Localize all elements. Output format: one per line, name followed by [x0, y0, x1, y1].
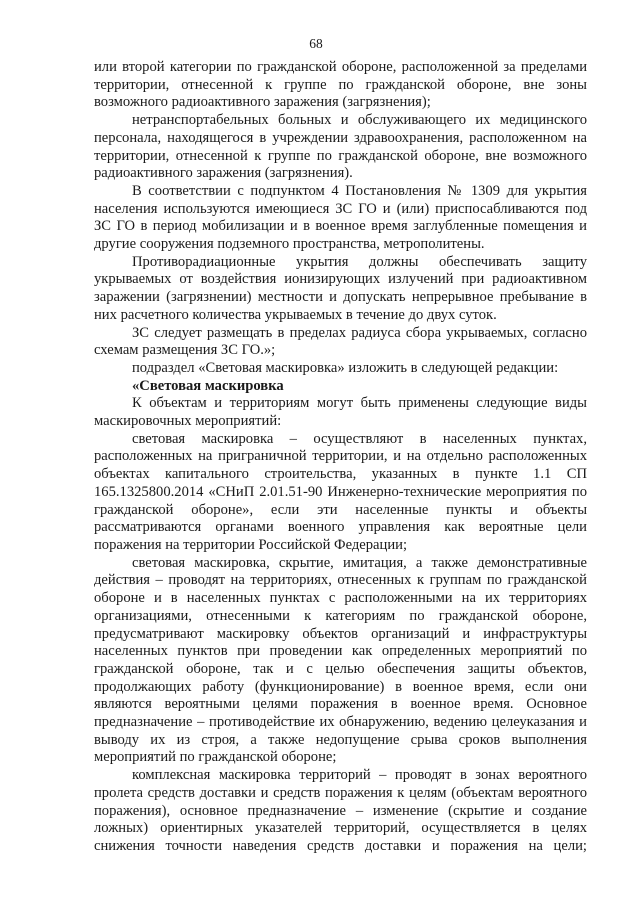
paragraph: В соответствии с подпунктом 4 Постановления № 1309 для укрытия населения используются имеющиеся ЗС ГО и (или) приспосабливаются под ЗС ГО в период мобилизации и в военное время заглубленные помещения и другие сооружения подземного пространства, метрополитены.: [94, 182, 587, 253]
paragraph: ЗС следует размещать в пределах радиуса сбора укрываемых, согласно схемам размещения ЗС ГО.»;: [94, 324, 587, 359]
section-heading: [94, 378, 587, 396]
paragraph: или второй категории по гражданской обороне, расположенной за пределами территории, отнесенной к группе по гражданской обороне, вне зоны возможного радиоактивного заражения (загрязнения);: [94, 59, 587, 111]
page-number: 68: [309, 36, 323, 51]
paragraph: световая маскировка, скрытие, имитация, а также демонстративные действия – проводят на территориях, отнесенных к группам по гражданской обороне и в населенных пунктах с расположенными на их территориях организациями, отнесенными к категориям по гражданской обороне, предусматривают маскировку объектов организаций и инфраструктуры населенных пунктов при проведении как определенных мероприятий по гражданской обороне, так и с целью обеспечения защиты объектов, продолжающих работу (функционирование) в военное время, если они являются вероятными целями поражения в военное время. Основное предназначение – противодействие их обнаружению, ведению целеуказания и выводу их из строя, а также недопущение срыва сроков выполнения мероприятий по гражданской обороне;: [94, 554, 587, 766]
paragraph: подраздел «Световая маскировка» изложить в следующей редакции:: [132, 359, 559, 376]
paragraph: Противорадиационные укрытия должны обеспечивать защиту укрываемых от воздействия ионизирующих излучений при радиоактивном заражении (загрязнении) местности и допускать непрерывное пребывание в них расчетного количества укрываемых в течение до двух суток.: [94, 253, 587, 323]
paragraph: комплексная маскировка территорий – проводят в зонах вероятного пролета средств доставки и средств поражения к целям (объектам вероятного поражения), основное предназначение – изменение (скрытие и создание ложных) ориентирных указателей территорий, осуществляется в целях снижения точности наведения средств доставки и поражения на цели;: [94, 767, 587, 854]
paragraph: нетранспортабельных больных и обслуживающего их медицинского персонала, находящегося в учреждении здравоохранения, расположенном на территории, отнесенной к группе по гражданской обороне, вне возможного радиоактивного заражения (загрязнения).: [94, 112, 587, 182]
paragraph: световая маскировка – осуществляют в населенных пунктах, расположенных на приграничной территории, и на отдельно расположенных объектах капитального строительства, указанных в пункте 1.1 СП 165.1325800.2014 «СНиП 2.01.51-90 Инженерно-технические мероприятия по гражданской обороне», если эти населенные пункты и объекты рассматриваются органами военного управления как вероятные цели поражения на территории Российской Федерации;: [94, 430, 587, 553]
section-heading-text: «Световая маскировка: [132, 377, 284, 394]
paragraph: К объектам и территориям могут быть применены следующие виды маскировочных мероприятий:: [94, 395, 587, 430]
document-body: [94, 59, 587, 856]
